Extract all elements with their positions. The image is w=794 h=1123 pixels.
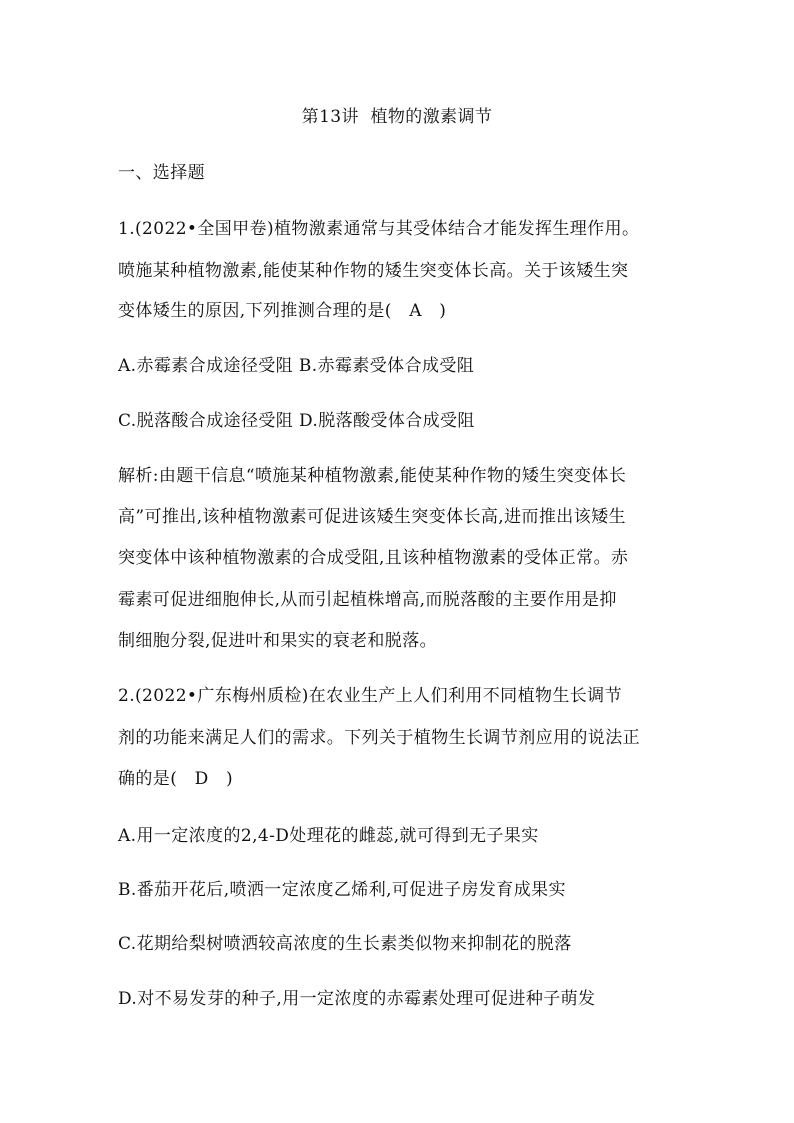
q2-option-d: D.对不易发芽的种子,用一定浓度的赤霉素处理可促进种子萌发 — [118, 989, 596, 1009]
q1-stem-line-3: 变体矮生的原因,下列推测合理的是( A ) — [118, 301, 447, 321]
page-title: 第13讲 植物的激素调节 — [301, 107, 493, 127]
q1-analysis-line-3: 突变体中该种植物激素的合成受阻,且该种植物激素的受体正常。赤 — [118, 548, 629, 568]
q2-stem-line-1: 2.(2022•广东梅州质检)在农业生产上人们利用不同植物生长调节 — [118, 686, 622, 706]
q2-option-a: A.用一定浓度的2,4-D处理花的雌蕊,就可得到无子果实 — [118, 826, 539, 846]
q1-analysis-line-5: 制细胞分裂,促进叶和果实的衰老和脱落。 — [118, 631, 438, 651]
q1-stem-line-2: 喷施某种植物激素,能使某种作物的矮生突变体长高。关于该矮生突 — [118, 261, 629, 281]
q1-analysis-line-2: 高”可推出,该种植物激素可促进该矮生突变体长高,进而推出该矮生 — [118, 507, 626, 527]
q2-option-c: C.花期给梨树喷洒较高浓度的生长素类似物来抑制花的脱落 — [118, 934, 572, 954]
q1-stem-line-1: 1.(2022•全国甲卷)植物激素通常与其受体结合才能发挥生理作用。 — [118, 219, 640, 239]
q1-analysis-line-1: 解析:由题干信息“喷施某种植物激素,能使某种作物的矮生突变体长 — [118, 466, 627, 486]
q1-options-line-2: C.脱落酸合成途径受阻 D.脱落酸受体合成受阻 — [118, 411, 475, 431]
section-heading: 一、选择题 — [118, 163, 205, 183]
q2-stem-line-2: 剂的功能来满足人们的需求。下列关于植物生长调节剂应用的说法正 — [118, 728, 640, 748]
q2-option-b: B.番茄开花后,喷洒一定浓度乙烯利,可促进子房发育成果实 — [118, 880, 566, 900]
q2-stem-line-3: 确的是( D ) — [118, 769, 234, 789]
q1-analysis-line-4: 霉素可促进细胞伸长,从而引起植株增高,而脱落酸的主要作用是抑 — [118, 590, 617, 610]
q1-options-line-1: A.赤霉素合成途径受阻 B.赤霉素受体合成受阻 — [118, 356, 475, 376]
